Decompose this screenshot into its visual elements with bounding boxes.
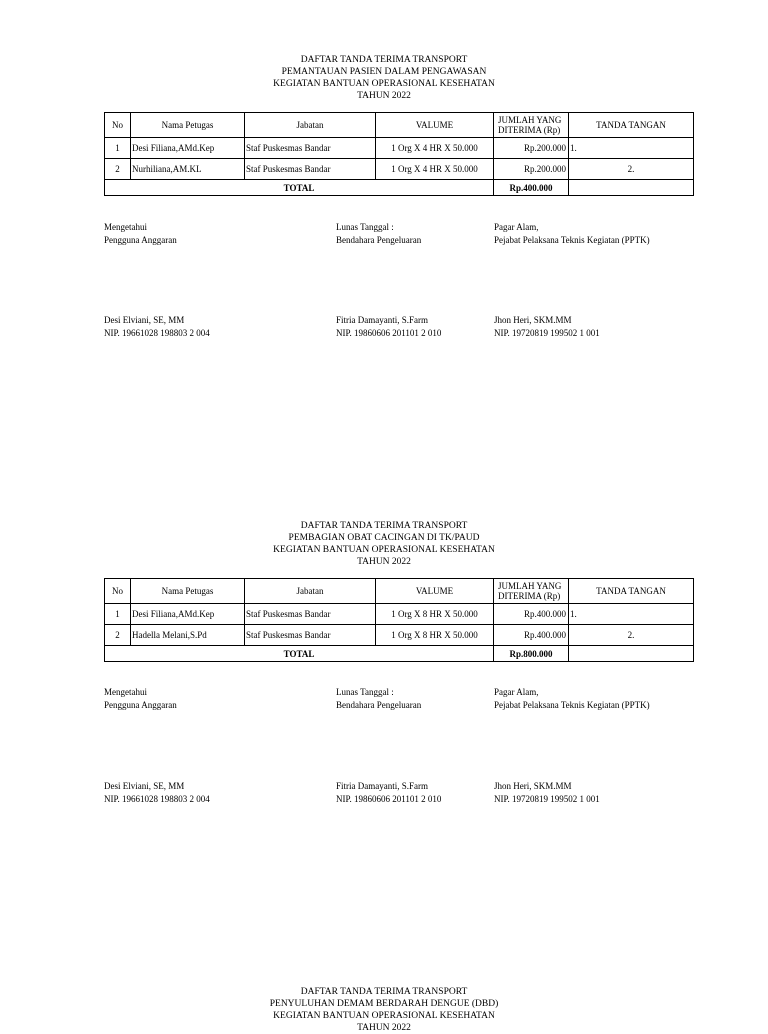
title-line-3: KEGIATAN BANTUAN OPERASIONAL KESEHATAN (273, 79, 495, 89)
signatory-role: Bendahara Pengeluaran (336, 700, 422, 710)
cell-volume: 1 Org X 4 HR X 50.000 (376, 159, 494, 180)
cell-volume: 1 Org X 8 HR X 50.000 (376, 625, 494, 646)
total-signature-blank (569, 180, 694, 196)
title-line-4: TAHUN 2022 (357, 557, 411, 567)
signatory-name: Jhon Heri, SKM.MM (494, 781, 572, 791)
total-label: TOTAL (105, 180, 494, 196)
header-name: Nama Petugas (131, 579, 245, 604)
table-total-row (105, 646, 694, 662)
signatory-name: Desi Elviani, SE, MM (104, 315, 185, 325)
cell-position: Staf Puskesmas Bandar (245, 159, 376, 180)
title-line-2: PENYULUHAN DEMAM BERDARAH DENGUE (DBD) (269, 999, 499, 1009)
table-row (105, 604, 694, 625)
cell-amount: Rp.400.000 (494, 625, 569, 646)
cell-signature: 2. (569, 625, 694, 646)
signatory-middle (336, 686, 421, 712)
cell-amount: Rp.200.000 (494, 138, 569, 159)
signatory-right (494, 686, 650, 712)
signatory-label: Mengetahui (104, 222, 147, 232)
cell-amount: Rp.200.000 (494, 159, 569, 180)
title-line-4: TAHUN 2022 (357, 91, 411, 101)
header-position: Jabatan (245, 113, 376, 138)
cell-name: Desi Filiana,AMd.Kep (131, 604, 245, 625)
signatory-name: Fitria Damayanti, S.Farm (336, 781, 428, 791)
total-amount: Rp.400.000 (494, 180, 569, 196)
total-label: TOTAL (105, 646, 494, 662)
cell-position: Staf Puskesmas Bandar (245, 604, 376, 625)
cell-no: 1 (105, 138, 131, 159)
signatory-nip: NIP. 19661028 198803 2 004 (104, 328, 210, 338)
signatory-nip: NIP. 19860606 201101 2 010 (336, 794, 442, 804)
cell-amount: Rp.400.000 (494, 604, 569, 625)
table-row (105, 138, 694, 159)
header-amount: JUMLAH YANG DITERIMA (Rp) (494, 579, 569, 604)
receipt-table (104, 112, 694, 196)
header-no: No (105, 113, 131, 138)
header-signature: TANDA TANGAN (569, 113, 694, 138)
signatory-label: Lunas Tanggal : (336, 687, 394, 697)
signatory-name: Desi Elviani, SE, MM (104, 781, 185, 791)
cell-name: Nurhiliana,AM.KL (131, 159, 245, 180)
total-amount: Rp.800.000 (494, 646, 569, 662)
signatory-label: Lunas Tanggal : (336, 222, 394, 232)
total-signature-blank (569, 646, 694, 662)
signatory-role: Pengguna Anggaran (104, 700, 177, 710)
signatory-role: Pengguna Anggaran (104, 235, 177, 245)
header-amount: JUMLAH YANG DITERIMA (Rp) (494, 113, 569, 138)
cell-name: Desi Filiana,AMd.Kep (131, 138, 245, 159)
signatory-label: Pagar Alam, (494, 687, 539, 697)
signatory-left (104, 686, 177, 712)
cell-signature: 1. (569, 604, 694, 625)
cell-signature: 1. (569, 138, 694, 159)
signatory-name: Fitria Damayanti, S.Farm (336, 315, 428, 325)
signatory-right-name (494, 314, 600, 340)
signatory-left (104, 221, 177, 247)
signatory-role: Pejabat Pelaksana Teknis Kegiatan (PPTK) (494, 700, 650, 710)
cell-volume: 1 Org X 4 HR X 50.000 (376, 138, 494, 159)
title-line-3: KEGIATAN BANTUAN OPERASIONAL KESEHATAN (273, 1011, 495, 1021)
signatory-right-name (494, 780, 600, 806)
cell-position: Staf Puskesmas Bandar (245, 138, 376, 159)
header-name: Nama Petugas (131, 113, 245, 138)
section-title (0, 520, 768, 568)
table-total-row (105, 180, 694, 196)
title-line-1: DAFTAR TANDA TERIMA TRANSPORT (300, 521, 468, 531)
title-line-1: DAFTAR TANDA TERIMA TRANSPORT (300, 987, 468, 997)
title-line-4: TAHUN 2022 (357, 1023, 411, 1033)
table-header-row (105, 113, 694, 138)
signatory-right (494, 221, 650, 247)
table-row (105, 625, 694, 646)
receipt-table (104, 578, 694, 662)
cell-no: 1 (105, 604, 131, 625)
header-signature: TANDA TANGAN (569, 579, 694, 604)
title-line-3: KEGIATAN BANTUAN OPERASIONAL KESEHATAN (273, 545, 495, 555)
title-line-2: PEMBAGIAN OBAT CACINGAN DI TK/PAUD (288, 533, 480, 543)
signatory-nip: NIP. 19661028 198803 2 004 (104, 794, 210, 804)
header-volume: VALUME (376, 579, 494, 604)
header-position: Jabatan (245, 579, 376, 604)
table-header-row (105, 579, 694, 604)
cell-no: 2 (105, 625, 131, 646)
cell-no: 2 (105, 159, 131, 180)
cell-volume: 1 Org X 8 HR X 50.000 (376, 604, 494, 625)
signatory-left-name (104, 780, 210, 806)
section-title (0, 54, 768, 102)
signatory-label: Mengetahui (104, 687, 147, 697)
signatory-middle (336, 221, 421, 247)
signatory-role: Bendahara Pengeluaran (336, 235, 422, 245)
signatory-nip: NIP. 19720819 199502 1 001 (494, 794, 600, 804)
title-line-2: PEMANTAUAN PASIEN DALAM PENGAWASAN (281, 67, 487, 77)
signatory-middle-name (336, 780, 441, 806)
cell-signature: 2. (569, 159, 694, 180)
signatory-name: Jhon Heri, SKM.MM (494, 315, 572, 325)
header-volume: VALUME (376, 113, 494, 138)
signatory-nip: NIP. 19860606 201101 2 010 (336, 328, 442, 338)
signatory-middle-name (336, 314, 441, 340)
cell-name: Hadella Melani,S.Pd (131, 625, 245, 646)
signatory-left-name (104, 314, 210, 340)
signatory-role: Pejabat Pelaksana Teknis Kegiatan (PPTK) (494, 235, 650, 245)
header-no: No (105, 579, 131, 604)
title-line-1: DAFTAR TANDA TERIMA TRANSPORT (300, 55, 468, 65)
signatory-label: Pagar Alam, (494, 222, 539, 232)
cell-position: Staf Puskesmas Bandar (245, 625, 376, 646)
section-title (0, 986, 768, 1034)
table-row (105, 159, 694, 180)
signatory-nip: NIP. 19720819 199502 1 001 (494, 328, 600, 338)
